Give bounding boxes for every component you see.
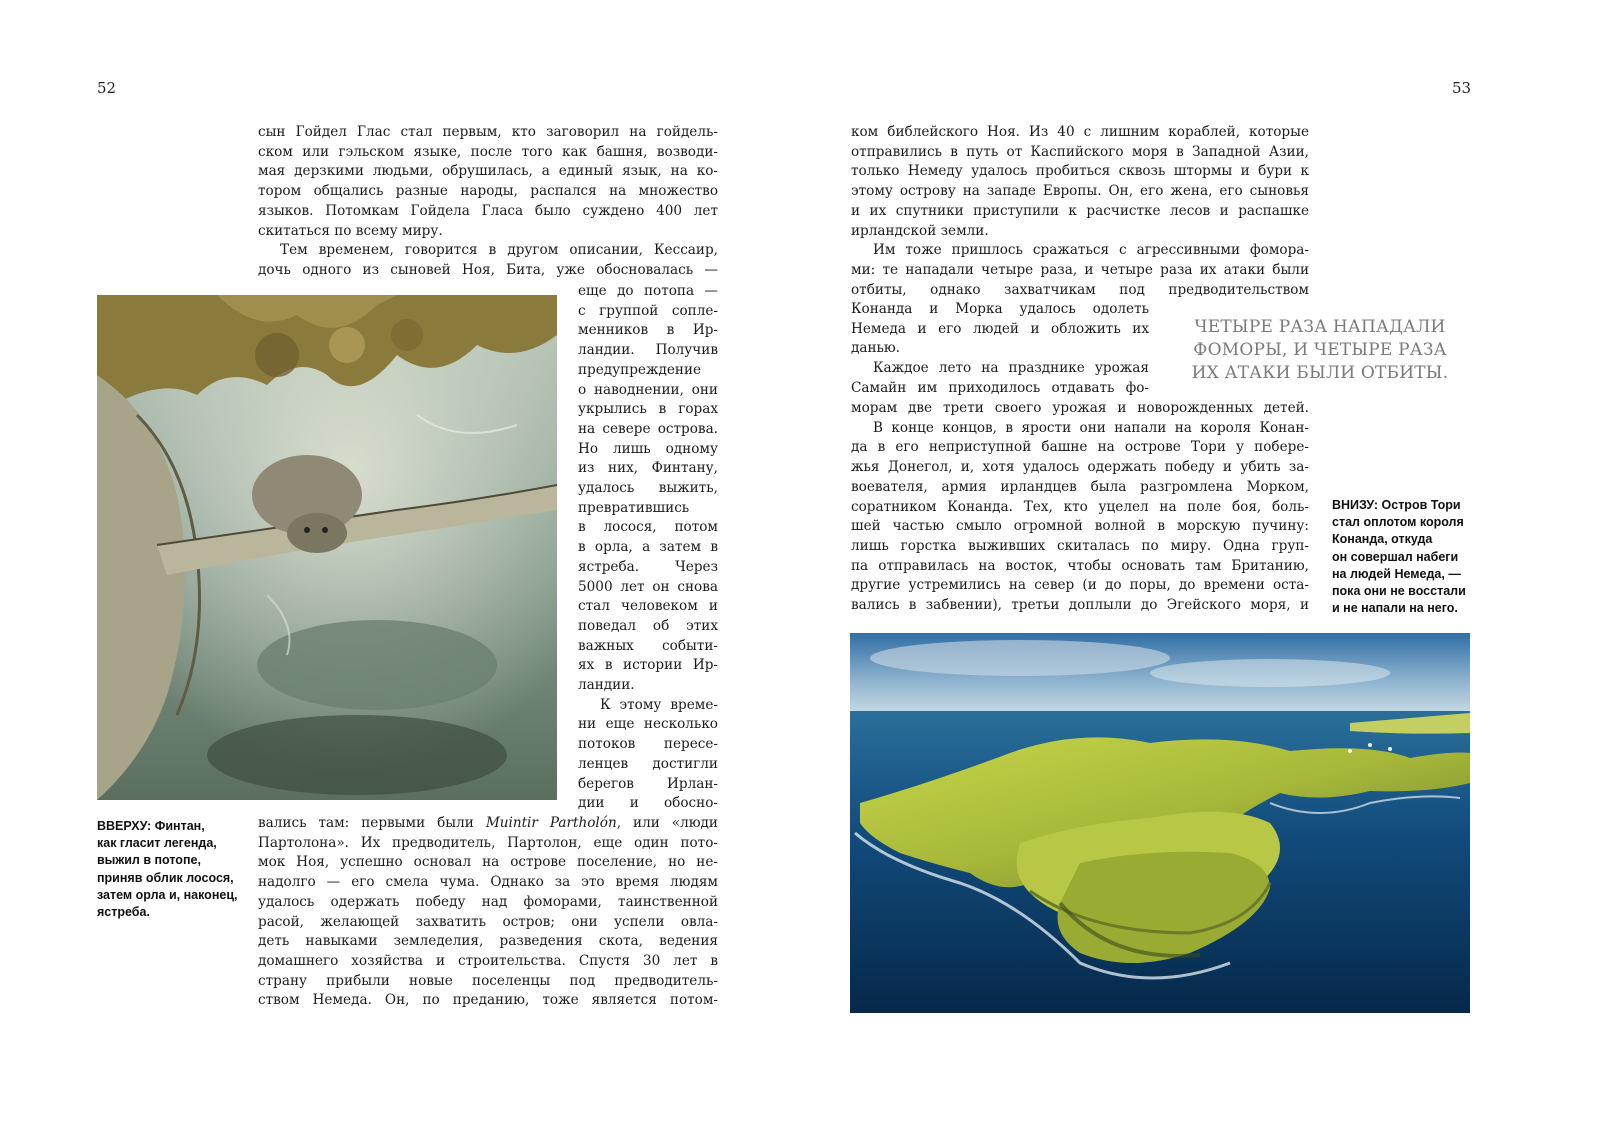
text-line: берегов Ирлан- bbox=[578, 775, 718, 792]
text-line: отбиты, однако захватчикам под предводительством bbox=[851, 281, 1309, 298]
italic-term: Muintir Partholón bbox=[485, 815, 617, 831]
left-top-text bbox=[258, 123, 718, 281]
left-bottom-text bbox=[258, 814, 718, 1011]
text-line: скитаться по всему миру. bbox=[258, 222, 443, 239]
text-line: о наводнении, они bbox=[578, 381, 718, 398]
text-line: только Немеду удалось пробиться сквозь штормы и бури к bbox=[851, 163, 1309, 180]
text-line: Немеда и его людей и обложить их bbox=[851, 320, 1149, 337]
text-line: па отправилась на восток, чтобы основать там Британию, bbox=[851, 557, 1309, 574]
caption-line: ястреба. bbox=[97, 905, 150, 920]
text-line: Тем временем, говорится в другом описании, Кессаир, bbox=[280, 242, 718, 259]
caption-line: ВНИЗУ: Остров Тори bbox=[1332, 498, 1461, 512]
text-line: отправились в путь от Каспийского моря в Западной Азии, bbox=[851, 143, 1309, 160]
text-line: предупреждение bbox=[578, 361, 702, 378]
pull-quote-line: ЧЕТЫРЕ РАЗА НАПАДАЛИ bbox=[1194, 317, 1446, 337]
right-caption bbox=[1332, 497, 1472, 617]
text-line: из них, Финтану, bbox=[578, 460, 718, 477]
text-line: языков. Потомкам Гойдела Гласа было суждено 400 лет bbox=[258, 202, 718, 219]
photo-art bbox=[850, 633, 1470, 1013]
caption-line: пока они не восстали bbox=[1332, 584, 1466, 599]
text-line: на севере острова. bbox=[578, 420, 718, 437]
caption-line: как гласит легенда, bbox=[97, 836, 217, 851]
text-line: ком библейского Ноя. Из 40 с лишним кораблей, которые bbox=[851, 124, 1309, 140]
text-line: этому острову на западе Европы. Он, его жена, его сыновья bbox=[851, 183, 1309, 200]
text-line: превратившись bbox=[578, 499, 690, 516]
text-line: важных событи- bbox=[578, 637, 718, 654]
caption-label: ВВЕРХУ: bbox=[97, 819, 152, 833]
text-line: еще до потопа — bbox=[578, 283, 718, 299]
pull-quote bbox=[1160, 316, 1480, 385]
text-line: соратником Конанда. Тех, кто уцелел на поле боя, боль- bbox=[851, 498, 1309, 515]
text-line: ми: те нападали четыре раза, и четыре раза их атаки были bbox=[851, 261, 1309, 278]
caption-line: он совершал набеги bbox=[1332, 549, 1459, 564]
text-line: ястреба. Через bbox=[578, 558, 718, 575]
text-line: ях в истории Ир- bbox=[578, 657, 718, 674]
text-line: укрылись в горах bbox=[578, 401, 718, 418]
text-line: с группой сопле- bbox=[578, 302, 718, 319]
text-line: дочь одного из сыновей Ноя, Бита, уже обосновалась — bbox=[258, 261, 718, 278]
text-line: мая дерзкими людьми, обрушилась, а единый язык, на ко- bbox=[258, 163, 718, 180]
text-line: удалось выжить, bbox=[578, 480, 718, 497]
right-wide-text bbox=[851, 399, 1309, 616]
right-narrow-text bbox=[851, 300, 1149, 399]
text-line: морам две трети своего урожая и новорожденных детей. bbox=[851, 400, 1309, 416]
text-line: потоков пересе- bbox=[578, 736, 718, 753]
text-line: К этому време- bbox=[600, 696, 718, 713]
page-number-right: 53 bbox=[1452, 79, 1472, 97]
text-line: Самайн им приходилось отдавать фо- bbox=[851, 379, 1149, 396]
text-line: в орла, а затем в bbox=[578, 539, 718, 556]
caption-line: ВВЕРХУ: Финтан, bbox=[97, 819, 205, 833]
caption-line: приняв облик лосося, bbox=[97, 870, 234, 885]
text-line: ирландской земли. bbox=[851, 222, 989, 239]
caption-line: затем орла и, наконец, bbox=[97, 887, 238, 902]
text-line: Каждое лето на празднике урожая bbox=[873, 360, 1149, 377]
text-line: ском или гэльском языке, после того как башня, возводи- bbox=[258, 143, 718, 160]
text-line: ландии. bbox=[578, 677, 635, 694]
caption-line: и не напали на него. bbox=[1332, 601, 1458, 616]
text-line: менников в Ир- bbox=[578, 322, 718, 339]
text-line: ством Немеда. Он, по преданию, тоже является потом- bbox=[258, 992, 718, 1009]
text-line: Конанда и Морка удалось одолеть bbox=[851, 301, 1149, 317]
text-line: жья Донегол, и, хотя удалось одержать победу и убить за- bbox=[851, 459, 1309, 476]
text-line: 5000 лет он снова bbox=[578, 578, 718, 595]
page-number-left: 52 bbox=[97, 79, 117, 97]
left-column-text bbox=[578, 282, 718, 814]
text-line: удалось одержать победу над фоморами, таинственной bbox=[258, 893, 718, 910]
pull-quote-line: ФОМОРЫ, И ЧЕТЫРЕ РАЗА bbox=[1193, 340, 1447, 360]
text-line: шей частью смыло огромной волной в морскую пучину: bbox=[851, 518, 1309, 535]
text-line: другие устремились на север (и до поры, до времени оста- bbox=[851, 577, 1309, 594]
text-line: расой, желающей захватить остров; они успели овла- bbox=[258, 913, 718, 930]
text-line: тором общались разные народы, распался на множество bbox=[258, 183, 718, 200]
text-line: ленцев достигли bbox=[578, 755, 718, 772]
fintan-illustration bbox=[97, 295, 557, 800]
text-line: страну прибыли новые поселенцы под предводитель- bbox=[258, 972, 718, 989]
text-line: поведал об этих bbox=[578, 617, 718, 634]
caption-line: выжил в потопе, bbox=[97, 853, 201, 868]
text-line: домашнего хозяйства и строительства. Спустя 30 лет в bbox=[258, 952, 718, 969]
caption-line: стал оплотом короля bbox=[1332, 515, 1464, 530]
text-line: воевателя, армия ирландцев была разгромлена Морком, bbox=[851, 478, 1309, 495]
text-line: в лосося, потом bbox=[578, 519, 718, 536]
text-line: надолго — его смела чума. Однако за это время людям bbox=[258, 874, 718, 891]
text-line: стал человеком и bbox=[578, 598, 718, 615]
text-line: дии и обосно- bbox=[578, 795, 718, 812]
tory-island-photo bbox=[850, 633, 1470, 1013]
text-line: вались в забвении), третьи доплыли до Эгейского моря, и bbox=[851, 597, 1309, 614]
text-line: деть навыками земледелия, разведения скота, ведения bbox=[258, 933, 718, 950]
text-line: данью. bbox=[851, 340, 901, 357]
text-line: и их спутники приступили к расчистке лесов и распашке bbox=[851, 202, 1309, 219]
text-line: Но лишь одному bbox=[578, 440, 718, 457]
text-line: Им тоже пришлось сражаться с агрессивными фомора- bbox=[873, 242, 1309, 259]
text-line: ландии. Получив bbox=[578, 342, 718, 359]
right-top-text bbox=[851, 123, 1309, 300]
pull-quote-line: ИХ АТАКИ БЫЛИ ОТБИТЫ. bbox=[1191, 363, 1449, 383]
illustration-art bbox=[97, 295, 557, 800]
text-line: ни еще несколько bbox=[578, 716, 718, 733]
text-line: Партолона». Их предводитель, Партолон, еще один пото- bbox=[258, 834, 718, 851]
left-caption bbox=[97, 818, 247, 921]
caption-line: Конанда, откуда bbox=[1332, 532, 1433, 547]
text-line: мок Ноя, успешно основал на острове поселение, но не- bbox=[258, 854, 718, 871]
text-line: да в его неприступной башне на острове Тори у побере- bbox=[851, 439, 1309, 456]
text-line: В конце концов, в ярости они напали на короля Конан- bbox=[873, 419, 1309, 436]
caption-label: ВНИЗУ: bbox=[1332, 498, 1379, 512]
caption-line: на людей Немеда, — bbox=[1332, 566, 1461, 581]
text-line: лишь горстка выживших скиталась по миру. Одна груп- bbox=[851, 537, 1309, 554]
text-line: вались там: первыми были Muintir Partholón, или «люди bbox=[258, 815, 718, 831]
text-line: сын Гойдел Глас стал первым, кто заговорил на гойдель- bbox=[258, 124, 718, 140]
